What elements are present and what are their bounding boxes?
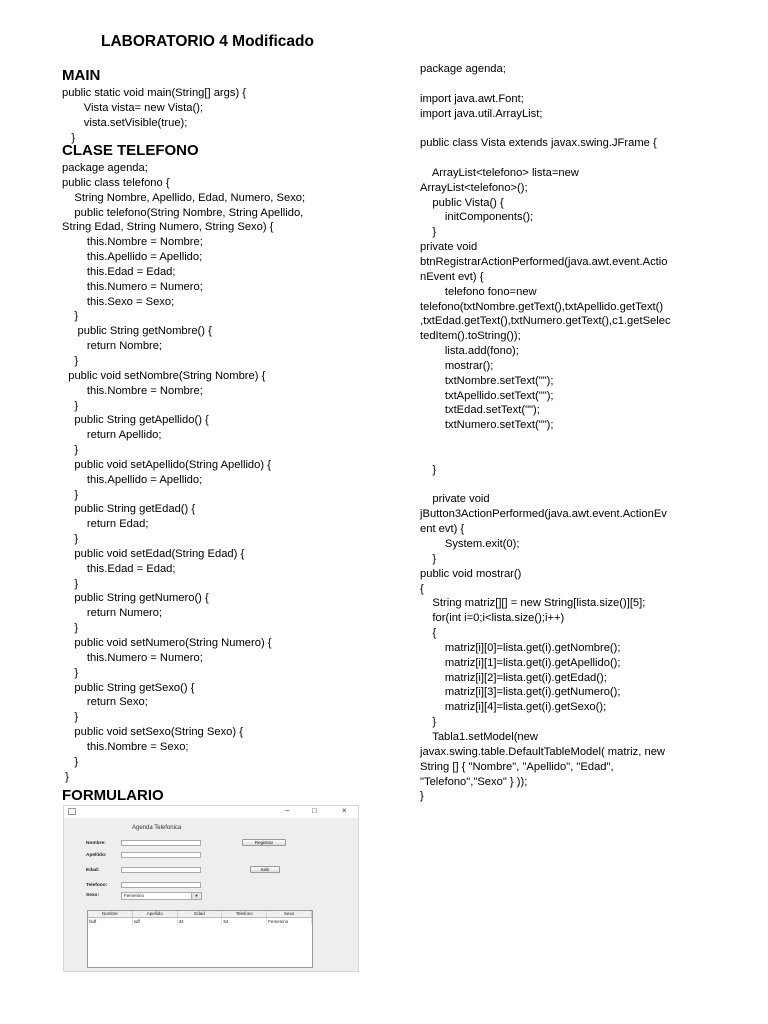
code-line: this.Sexo = Sexo; bbox=[62, 295, 175, 308]
code-line: } bbox=[62, 444, 79, 457]
code-line: this.Nombre = Nombre; bbox=[62, 384, 203, 397]
code-line: telefono fono=new bbox=[420, 285, 537, 298]
code-line: String Nombre, Apellido, Edad, Numero, Sexo; bbox=[62, 191, 306, 204]
code-line: return Apellido; bbox=[62, 429, 162, 442]
code-line: public void setEdad(String Edad) { bbox=[62, 547, 245, 560]
code-line bbox=[420, 121, 740, 136]
code-line: public String getEdad() { bbox=[62, 503, 196, 516]
code-line: return Sexo; bbox=[62, 696, 148, 709]
code-line: public void setApellido(String Apellido) { bbox=[62, 458, 271, 471]
nombre-input[interactable] bbox=[121, 840, 201, 846]
code-line: } bbox=[62, 131, 76, 144]
telefono-code-block bbox=[62, 161, 392, 784]
code-line bbox=[420, 77, 740, 92]
code-line: this.Nombre = Nombre; bbox=[62, 236, 203, 249]
column-header[interactable]: Edad bbox=[178, 911, 223, 917]
edad-label: Edad: bbox=[86, 868, 100, 873]
heading-clase-telefono: CLASE TELEFONO bbox=[62, 142, 199, 159]
code-line: package agenda; bbox=[62, 162, 148, 174]
sexo-select[interactable] bbox=[121, 892, 202, 900]
code-line: this.Apellido = Apellido; bbox=[62, 473, 203, 486]
close-icon[interactable]: × bbox=[342, 806, 347, 815]
code-line: } bbox=[62, 770, 69, 783]
code-line: } bbox=[62, 711, 79, 724]
salir-button[interactable]: Salir bbox=[250, 866, 280, 873]
code-line: matriz[i][3]=lista.get(i).getNumero(); bbox=[420, 686, 621, 699]
window-titlebar bbox=[64, 806, 358, 818]
code-line: } bbox=[62, 622, 79, 635]
code-line: } bbox=[62, 577, 79, 590]
code-line: } bbox=[62, 488, 79, 501]
code-line: public void setNombre(String Nombre) { bbox=[62, 369, 266, 382]
column-header[interactable]: Telefono bbox=[222, 911, 267, 917]
page-title: LABORATORIO 4 Modificado bbox=[101, 33, 314, 50]
code-line: public void setSexo(String Sexo) { bbox=[62, 726, 243, 739]
code-line: public String getApellido() { bbox=[62, 414, 209, 427]
code-line: String matriz[][] = new String[lista.size()][5]; bbox=[420, 597, 646, 610]
code-line: return Nombre; bbox=[62, 340, 163, 353]
code-line: nEvent evt) { bbox=[420, 270, 484, 283]
heading-formulario: FORMULARIO bbox=[62, 787, 164, 804]
code-line: tedItem().toString()); bbox=[420, 330, 521, 343]
code-line: public telefono(String Nombre, String Apellido, bbox=[62, 206, 304, 219]
heading-main: MAIN bbox=[62, 67, 101, 84]
code-line: System.exit(0); bbox=[420, 538, 520, 550]
sexo-selected-value: Femenino bbox=[124, 893, 145, 898]
table-row[interactable] bbox=[88, 918, 312, 925]
code-line: matriz[i][4]=lista.get(i).getSexo(); bbox=[420, 701, 607, 714]
column-header[interactable]: Nombre bbox=[88, 911, 133, 917]
code-line: } bbox=[62, 354, 79, 367]
apellido-label: Apellido: bbox=[86, 853, 107, 858]
code-line: ArrayList<telefono>(); bbox=[420, 181, 528, 194]
code-line: this.Apellido = Apellido; bbox=[62, 251, 203, 264]
code-line: for(int i=0;i<lista.size();i++) bbox=[420, 612, 565, 625]
code-line bbox=[420, 433, 740, 448]
column-header[interactable]: Sexo bbox=[267, 911, 312, 917]
code-line: txtApellido.setText(""); bbox=[420, 389, 554, 402]
code-line: public static void main(String[] args) { bbox=[62, 87, 247, 99]
code-line: public Vista() { bbox=[420, 196, 504, 209]
code-line: } bbox=[420, 716, 437, 729]
code-line: "Telefono","Sexo" } )); bbox=[420, 775, 528, 788]
code-line: this.Numero = Numero; bbox=[62, 280, 203, 293]
code-line bbox=[420, 151, 740, 166]
apellido-input[interactable] bbox=[121, 852, 201, 858]
code-line: this.Nombre = Sexo; bbox=[62, 740, 189, 753]
minimize-icon[interactable]: – bbox=[285, 806, 290, 815]
code-line: jButton3ActionPerformed(java.awt.event.ActionEv bbox=[420, 508, 667, 521]
code-line: mostrar(); bbox=[420, 359, 494, 372]
code-line: public void setNumero(String Numero) { bbox=[62, 637, 272, 649]
code-line: } bbox=[62, 399, 79, 412]
table-cell: 54 bbox=[222, 918, 267, 925]
code-line: telefono(txtNombre.getText(),txtApellido.getText() bbox=[420, 300, 664, 313]
registrar-button[interactable]: Registrar bbox=[242, 839, 286, 846]
code-line: } bbox=[420, 463, 437, 476]
code-line: String Edad, String Numero, String Sexo) { bbox=[62, 221, 274, 234]
code-line: String [] { "Nombre", "Apellido", "Edad", bbox=[420, 760, 614, 773]
code-line: } bbox=[62, 666, 79, 679]
edad-input[interactable] bbox=[121, 867, 201, 873]
code-line: return Edad; bbox=[62, 518, 149, 531]
app-icon bbox=[68, 808, 76, 815]
code-line: this.Edad = Edad; bbox=[62, 265, 176, 278]
code-line: txtNombre.setText(""); bbox=[420, 374, 554, 387]
telefono-label: Telefono: bbox=[86, 883, 108, 888]
code-line: matriz[i][1]=lista.get(i).getApellido(); bbox=[420, 656, 621, 669]
code-line: private void bbox=[420, 241, 478, 254]
code-line: this.Edad = Edad; bbox=[62, 562, 176, 575]
code-line: import java.awt.Font; bbox=[420, 92, 524, 105]
code-line: public String getNumero() { bbox=[62, 592, 209, 605]
table-cell: fsdf bbox=[88, 918, 133, 925]
code-line: initComponents(); bbox=[420, 211, 534, 224]
results-table[interactable] bbox=[87, 910, 313, 968]
code-line: matriz[i][2]=lista.get(i).getEdad(); bbox=[420, 671, 607, 684]
column-header[interactable]: Apellido bbox=[133, 911, 178, 917]
code-line: } bbox=[62, 533, 79, 546]
table-cell: sdf bbox=[133, 918, 178, 925]
table-header bbox=[88, 911, 312, 918]
code-line: ent evt) { bbox=[420, 523, 465, 536]
code-line: Tabla1.setModel(new bbox=[420, 730, 538, 743]
code-line: matriz[i][0]=lista.get(i).getNombre(); bbox=[420, 641, 621, 654]
code-line bbox=[420, 478, 740, 493]
code-line: } bbox=[62, 310, 79, 323]
chevron-down-icon[interactable]: ▼ bbox=[191, 893, 201, 899]
code-line: package agenda; bbox=[420, 63, 506, 75]
code-line: private void bbox=[420, 493, 490, 506]
code-line: public String getSexo() { bbox=[62, 681, 195, 694]
code-line: } bbox=[420, 552, 437, 565]
vista-code-block bbox=[420, 62, 740, 804]
code-line: txtEdad.setText(""); bbox=[420, 404, 540, 417]
code-line bbox=[420, 448, 740, 463]
code-line: txtNumero.setText(""); bbox=[420, 419, 554, 432]
form-screenshot bbox=[63, 805, 359, 972]
code-line: public void mostrar() bbox=[420, 567, 522, 580]
code-line: public class telefono { bbox=[62, 176, 170, 189]
code-line: } bbox=[420, 790, 424, 803]
code-line: return Numero; bbox=[62, 607, 163, 620]
main-code-block bbox=[62, 86, 392, 145]
code-line: Vista vista= new Vista(); bbox=[62, 101, 204, 114]
code-line: ArrayList<telefono> lista=new bbox=[420, 166, 579, 179]
code-line: public String getNombre() { bbox=[62, 325, 212, 338]
sexo-label: Sexo: bbox=[86, 893, 100, 898]
code-line: ,txtEdad.getText(),txtNumero.getText(),c1.getSelec bbox=[420, 315, 671, 328]
code-line: javax.swing.table.DefaultTableModel( matriz, new bbox=[420, 745, 665, 758]
code-line: { bbox=[420, 582, 424, 595]
table-cell: 34 bbox=[178, 918, 223, 925]
maximize-icon[interactable]: □ bbox=[312, 806, 317, 815]
code-line: this.Numero = Numero; bbox=[62, 651, 203, 664]
code-line: import java.util.ArrayList; bbox=[420, 107, 543, 120]
code-line: btnRegistrarActionPerformed(java.awt.event.Actio bbox=[420, 255, 668, 268]
code-line: lista.add(fono); bbox=[420, 345, 519, 358]
code-line: } bbox=[62, 755, 79, 768]
telefono-input[interactable] bbox=[121, 882, 201, 888]
table-cell: Femenino bbox=[267, 918, 312, 925]
code-line: public class Vista extends javax.swing.JFrame { bbox=[420, 137, 657, 150]
form-header: Agenda Telefonica bbox=[132, 825, 182, 831]
code-line: } bbox=[420, 226, 437, 239]
code-line: { bbox=[420, 627, 437, 640]
nombre-label: Nombre: bbox=[86, 841, 106, 846]
code-line: vista.setVisible(true); bbox=[62, 116, 188, 129]
